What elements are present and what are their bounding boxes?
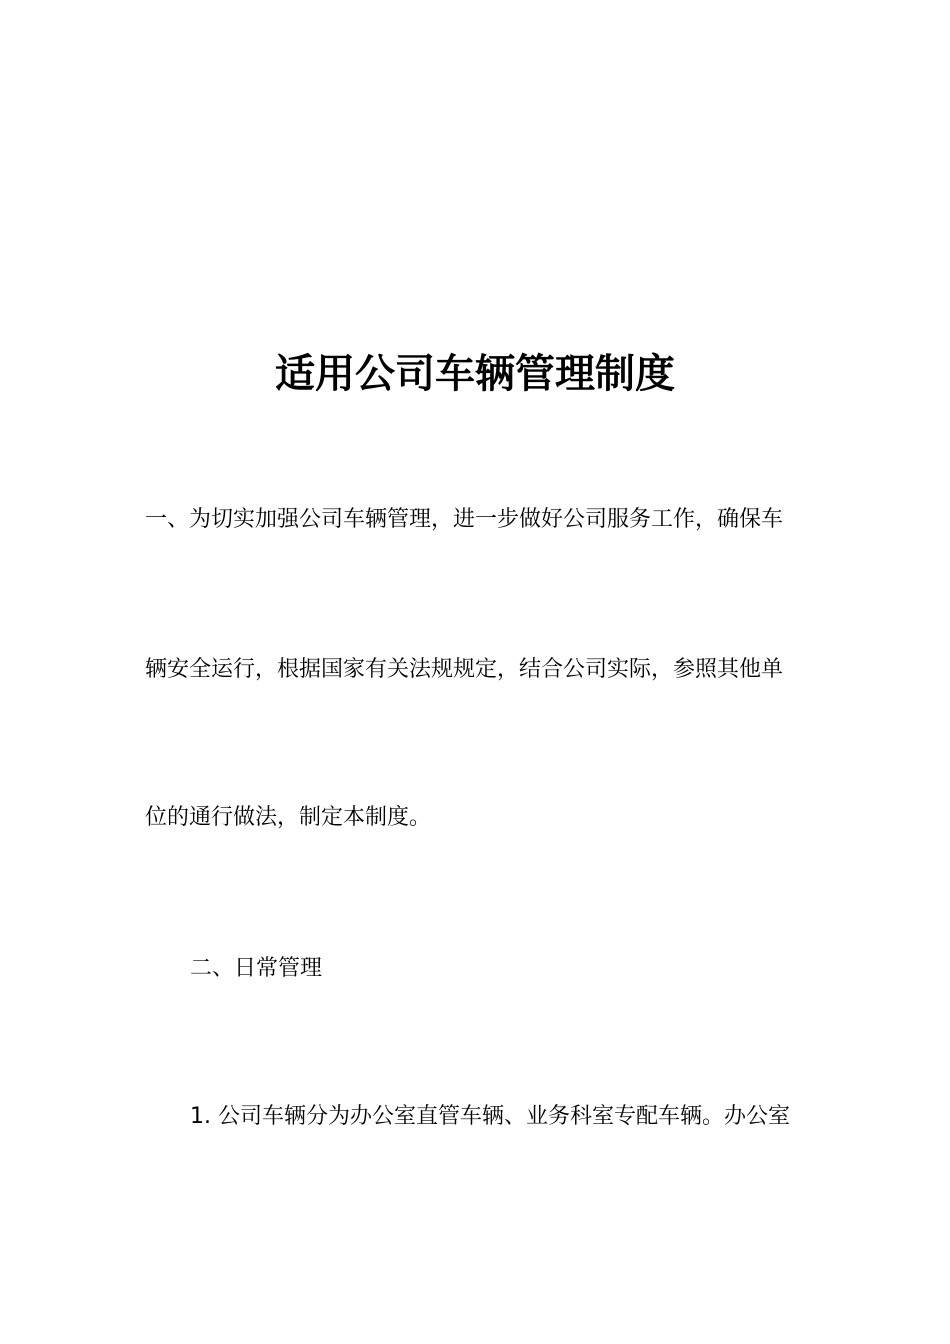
clause-1-line-1: 1. 公司车辆分为办公室直管车辆、业务科室专配车辆。办公室 [190,1104,790,1129]
section-heading-daily-management: 二、日常管理 [190,956,323,981]
paragraph-1-line-3: 位的通行做法，制定本制度。 [145,805,432,830]
paragraph-1-line-2: 辆安全运行，根据国家有关法规规定，结合公司实际，参照其他单 [145,657,784,682]
paragraph-1-line-1: 一、为切实加强公司车辆管理，进一步做好公司服务工作，确保车 [145,507,784,532]
page-title: 适用公司车辆管理制度 [275,350,675,397]
